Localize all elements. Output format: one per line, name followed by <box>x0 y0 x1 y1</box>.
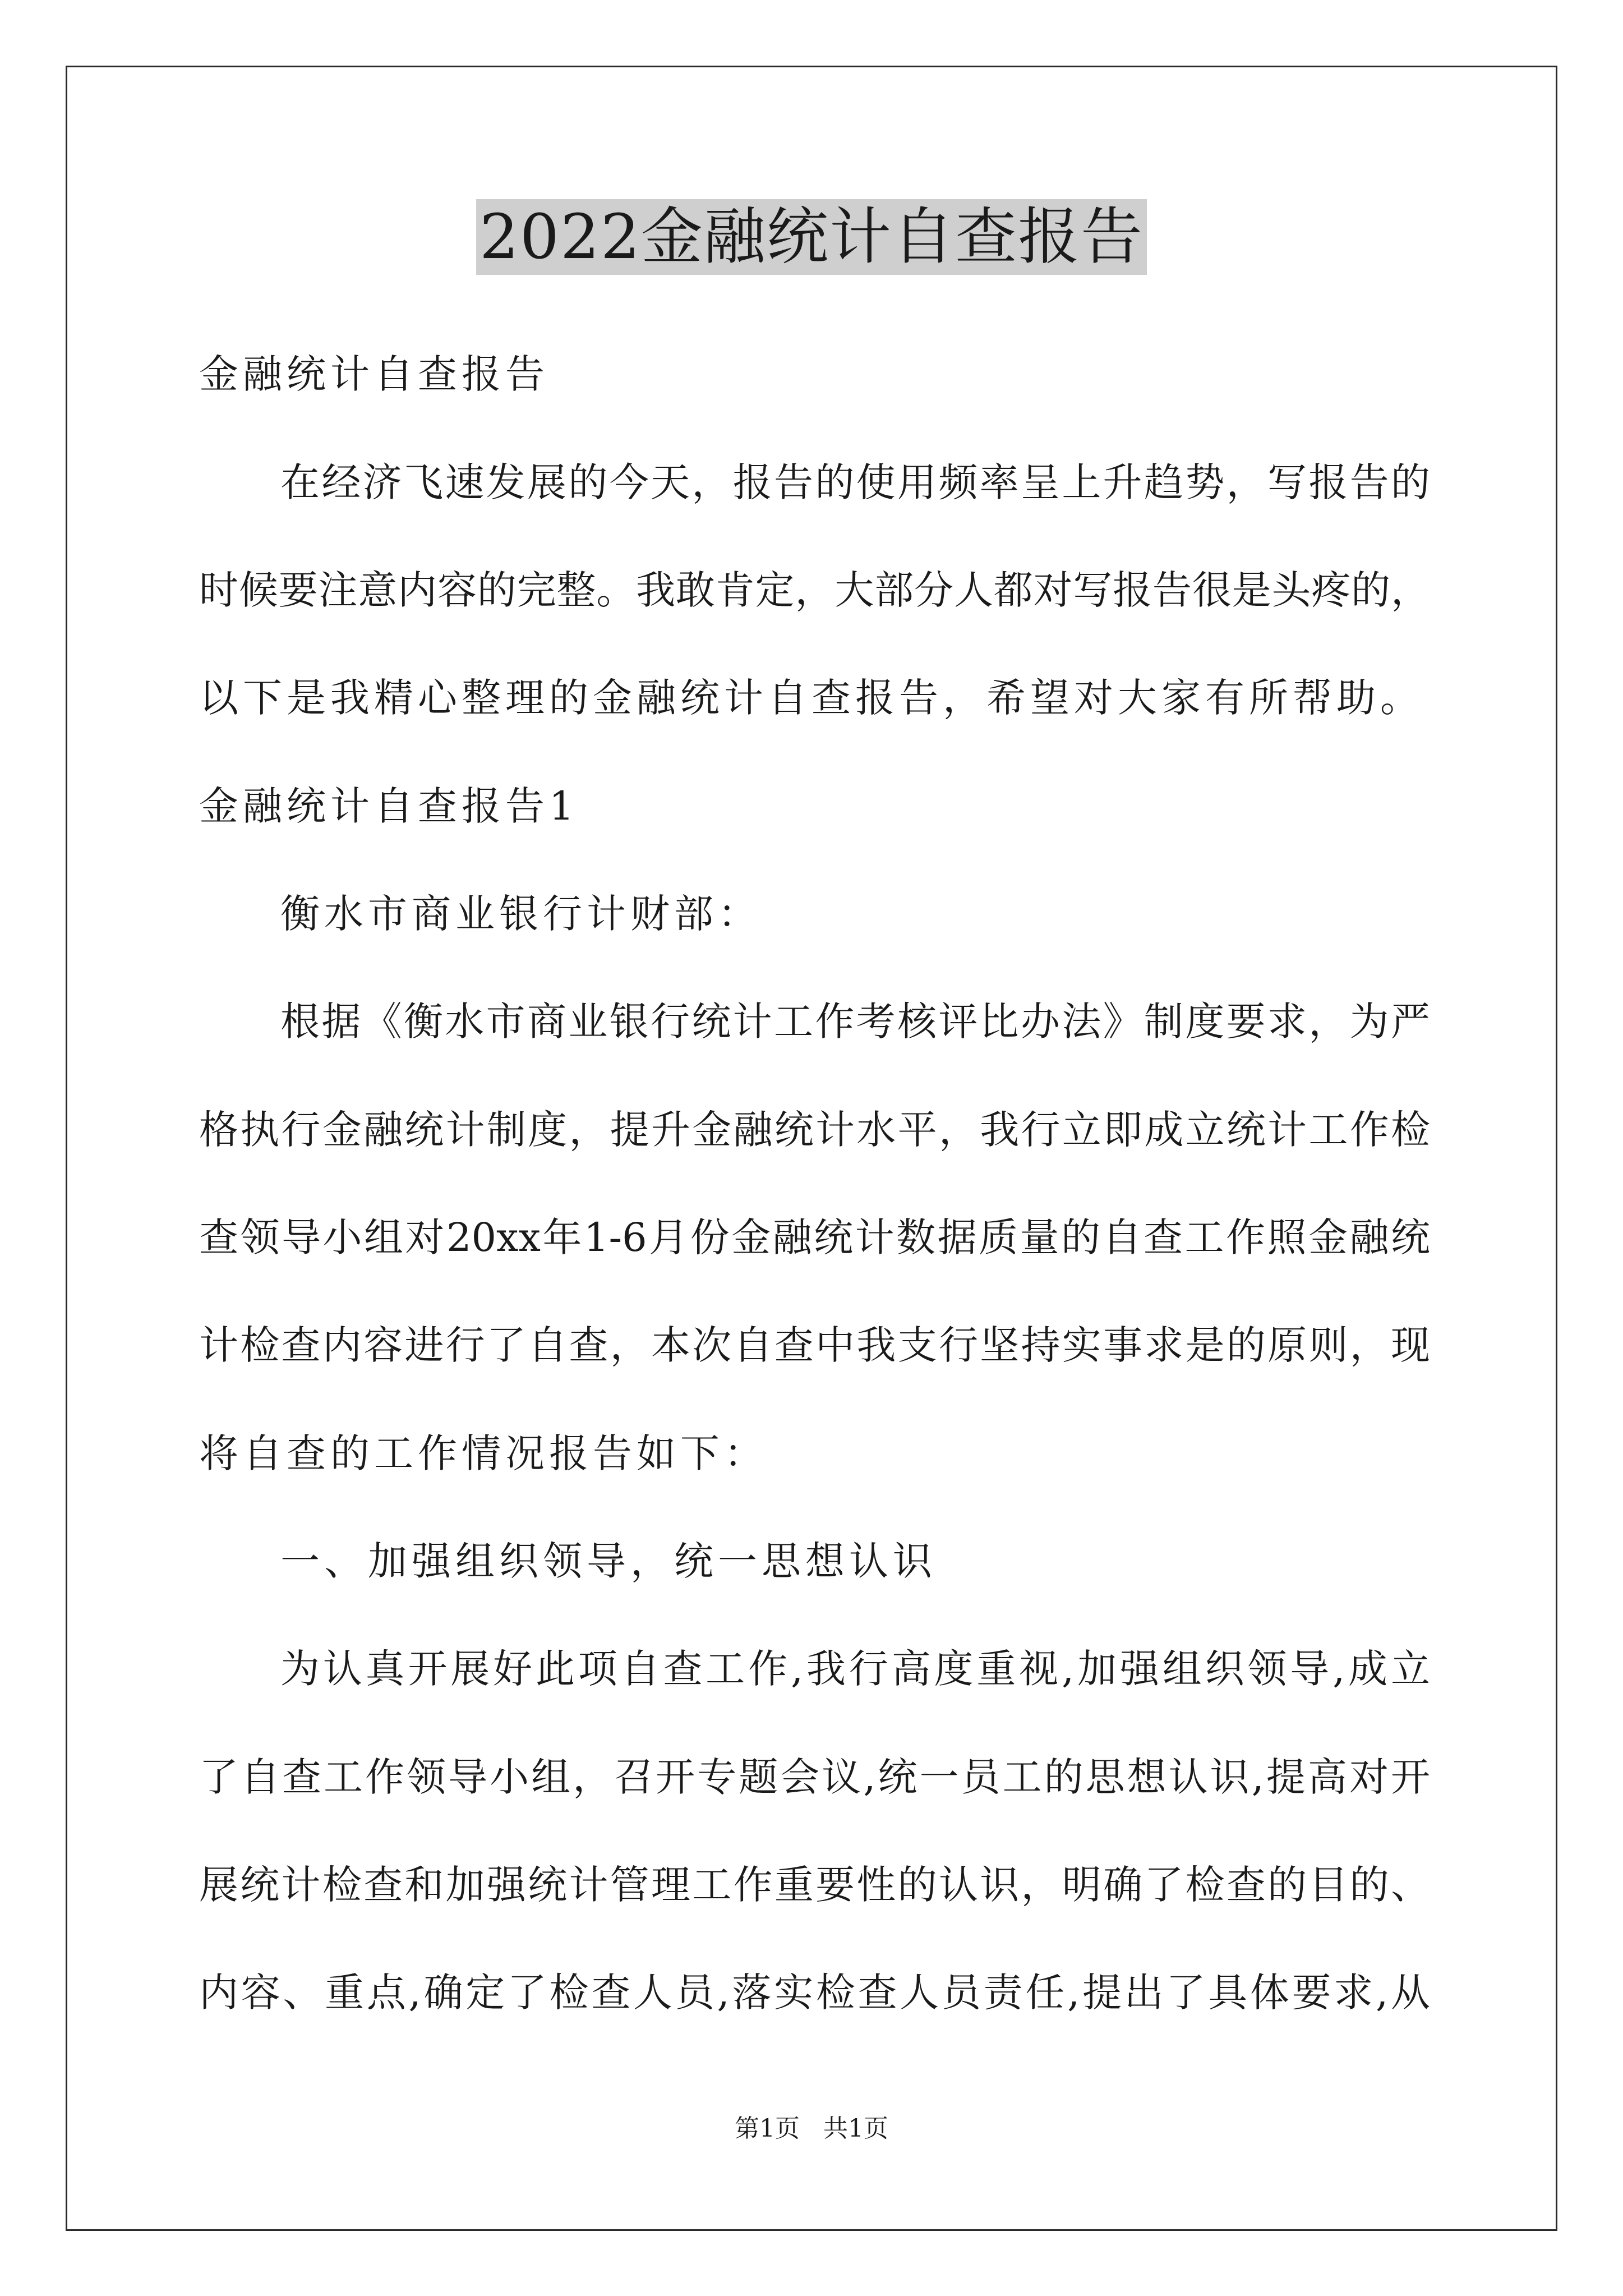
body-line: 时候要注意内容的完整。我敢肯定，大部分人都对写报告很是头疼的， <box>199 567 1430 613</box>
section-heading: 金融统计自查报告1 <box>199 783 579 829</box>
subsection-heading: 一、加强组织领导，统一思想认识 <box>280 1538 937 1584</box>
body-line: 根据《衡水市商业银行统计工作考核评比办法》制度要求，为严 <box>280 999 1430 1045</box>
body-line: 格执行金融统计制度，提升金融统计水平，我行立即成立统计工作检 <box>199 1107 1430 1153</box>
body-line: 为认真开展好此项自查工作,我行高度重视,加强组织领导,成立 <box>280 1646 1430 1692</box>
title-container <box>0 199 1623 275</box>
body-line: 查领导小组对20xx年1-6月份金融统计数据质量的自查工作照金融统 <box>199 1214 1430 1260</box>
body-line: 了自查工作领导小组，召开专题会议,统一员工的思想认识,提高对开 <box>199 1754 1430 1800</box>
body-line: 计检查内容进行了自查，本次自查中我支行坚持实事求是的原则，现 <box>199 1322 1430 1368</box>
body-line: 将自查的工作情况报告如下： <box>199 1430 768 1476</box>
document-title: 2022金融统计自查报告 <box>476 199 1147 275</box>
subtitle-line: 金融统计自查报告 <box>199 351 549 397</box>
salutation-line: 衡水市商业银行计财部： <box>280 891 762 937</box>
body-line: 展统计检查和加强统计管理工作重要性的认识，明确了检查的目的、 <box>199 1862 1430 1908</box>
body-line: 在经济飞速发展的今天，报告的使用频率呈上升趋势，写报告的 <box>280 459 1430 505</box>
body-line: 以下是我精心整理的金融统计自查报告，希望对大家有所帮助。 <box>199 675 1424 721</box>
body-line: 内容、重点,确定了检查人员,落实检查人员责任,提出了具体要求,从 <box>199 1970 1430 2016</box>
page-footer: 第1页 共1页 <box>735 2114 888 2143</box>
